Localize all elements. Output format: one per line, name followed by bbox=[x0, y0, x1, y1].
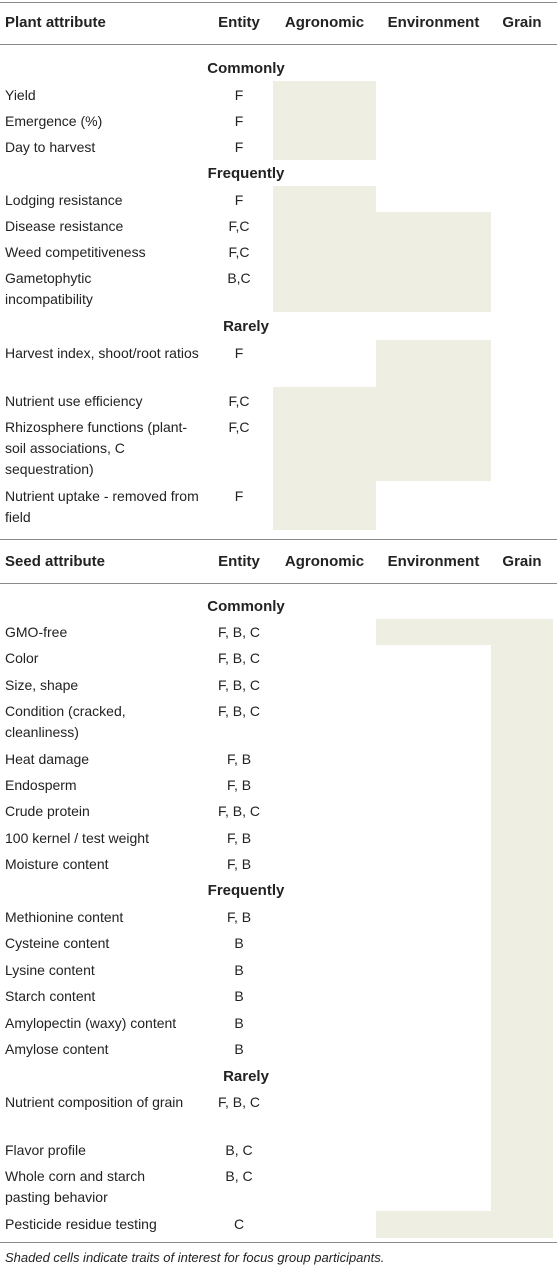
row-attribute: Nutrient composition of grain bbox=[5, 1094, 184, 1110]
col-header-attribute: Seed attribute bbox=[5, 553, 106, 570]
row-entity: F, B, C bbox=[217, 677, 260, 693]
row-attribute: Endosperm bbox=[5, 777, 77, 793]
header-rule bbox=[0, 44, 557, 45]
shade-environment-frequently bbox=[376, 212, 491, 312]
shade-agronomic-commonly bbox=[273, 81, 376, 160]
section-commonly: Commonly bbox=[207, 598, 285, 615]
row-attribute: Heat damage bbox=[5, 751, 90, 767]
row-entity: B bbox=[234, 1015, 244, 1031]
row-entity: F bbox=[234, 488, 244, 504]
row-attribute: Methionine content bbox=[5, 909, 124, 925]
shade-grain-column bbox=[491, 619, 553, 1238]
section-commonly: Commonly bbox=[207, 60, 285, 77]
row-entity: F bbox=[234, 139, 244, 155]
row-entity: F, B bbox=[226, 856, 252, 872]
row-attribute: Harvest index, shoot/root ratios bbox=[5, 345, 199, 361]
row-entity: F bbox=[234, 113, 244, 129]
row-entity: F bbox=[234, 87, 244, 103]
row-entity: B bbox=[234, 962, 244, 978]
row-attribute: GMO-free bbox=[5, 624, 68, 640]
row-attribute: Disease resistance bbox=[5, 218, 124, 234]
col-header-agronomic: Agronomic bbox=[284, 14, 365, 31]
col-header-entity: Entity bbox=[218, 14, 260, 31]
row-attribute: Yield bbox=[5, 87, 36, 103]
row-entity: F, B, C bbox=[217, 803, 260, 819]
row-attribute: Amylose content bbox=[5, 1041, 109, 1057]
row-attribute: Condition (cracked, cleanliness) bbox=[5, 703, 126, 740]
row-entity: F bbox=[234, 192, 244, 208]
row-entity: B bbox=[234, 1041, 244, 1057]
section-frequently: Frequently bbox=[207, 882, 285, 899]
row-entity: F, B bbox=[226, 830, 252, 846]
row-attribute: Amylopectin (waxy) content bbox=[5, 1015, 177, 1031]
row-entity: B, C bbox=[225, 1168, 253, 1184]
col-header-grain: Grain bbox=[502, 14, 542, 31]
row-entity: B,C bbox=[227, 270, 251, 286]
row-attribute: Lodging resistance bbox=[5, 192, 123, 208]
section-rarely: Rarely bbox=[223, 1068, 269, 1085]
col-header-grain: Grain bbox=[502, 553, 542, 570]
row-attribute: Emergence (%) bbox=[5, 113, 103, 129]
row-entity: F,C bbox=[228, 419, 250, 435]
row-entity: F, B bbox=[226, 777, 252, 793]
row-entity: B bbox=[234, 988, 244, 1004]
row-attribute: Weed competitiveness bbox=[5, 244, 146, 260]
row-attribute: Color bbox=[5, 650, 39, 666]
row-attribute: Flavor profile bbox=[5, 1142, 86, 1158]
row-attribute: Nutrient use efficiency bbox=[5, 393, 143, 409]
row-attribute: Whole corn and starch pasting behavior bbox=[5, 1168, 146, 1205]
row-entity: F bbox=[234, 345, 244, 361]
row-entity: F, B, C bbox=[217, 650, 260, 666]
row-entity: B, C bbox=[225, 1142, 253, 1158]
row-entity: F, B, C bbox=[217, 703, 260, 719]
section-rarely: Rarely bbox=[223, 318, 269, 335]
row-entity: B bbox=[234, 935, 244, 951]
row-entity: F,C bbox=[228, 244, 250, 260]
row-attribute: Starch content bbox=[5, 988, 96, 1004]
row-entity: F, B, C bbox=[217, 624, 260, 640]
footnote: Shaded cells indicate traits of interest for focus group participants. bbox=[5, 1250, 385, 1265]
section-frequently: Frequently bbox=[207, 165, 285, 182]
col-header-environment: Environment bbox=[387, 553, 480, 570]
col-header-agronomic: Agronomic bbox=[284, 553, 365, 570]
row-attribute: Nutrient uptake - removed from field bbox=[5, 488, 199, 525]
row-attribute: Lysine content bbox=[5, 962, 95, 978]
col-header-attribute: Plant attribute bbox=[5, 14, 106, 31]
col-header-entity: Entity bbox=[218, 553, 260, 570]
col-header-environment: Environment bbox=[387, 14, 480, 31]
shade-environment-rarely bbox=[376, 340, 491, 481]
row-entity: F,C bbox=[228, 393, 250, 409]
row-entity: F,C bbox=[228, 218, 250, 234]
row-attribute: 100 kernel / test weight bbox=[5, 830, 149, 846]
row-attribute: Rhizosphere functions (plant-soil associations, C sequestration) bbox=[5, 419, 188, 477]
row-entity: F, B bbox=[226, 909, 252, 925]
row-attribute: Gametophytic incompatibility bbox=[5, 270, 93, 307]
row-attribute: Day to harvest bbox=[5, 139, 96, 155]
row-entity: F, B bbox=[226, 751, 252, 767]
row-attribute: Moisture content bbox=[5, 856, 109, 872]
row-attribute: Pesticide residue testing bbox=[5, 1216, 157, 1232]
bottom-rule bbox=[0, 1242, 557, 1243]
row-entity: F, B, C bbox=[217, 1094, 260, 1110]
shade-environment-pesticide bbox=[376, 1211, 491, 1238]
row-attribute: Crude protein bbox=[5, 803, 90, 819]
row-attribute: Size, shape bbox=[5, 677, 79, 693]
shade-agronomic-rarely bbox=[273, 387, 376, 530]
table2-header-rule bbox=[0, 583, 557, 584]
top-rule bbox=[0, 2, 557, 3]
row-entity: C bbox=[233, 1216, 245, 1232]
shade-agronomic-frequently bbox=[273, 186, 376, 312]
row-attribute: Cysteine content bbox=[5, 935, 110, 951]
table2-top-rule bbox=[0, 539, 557, 540]
shade-environment-gmo bbox=[376, 619, 491, 645]
